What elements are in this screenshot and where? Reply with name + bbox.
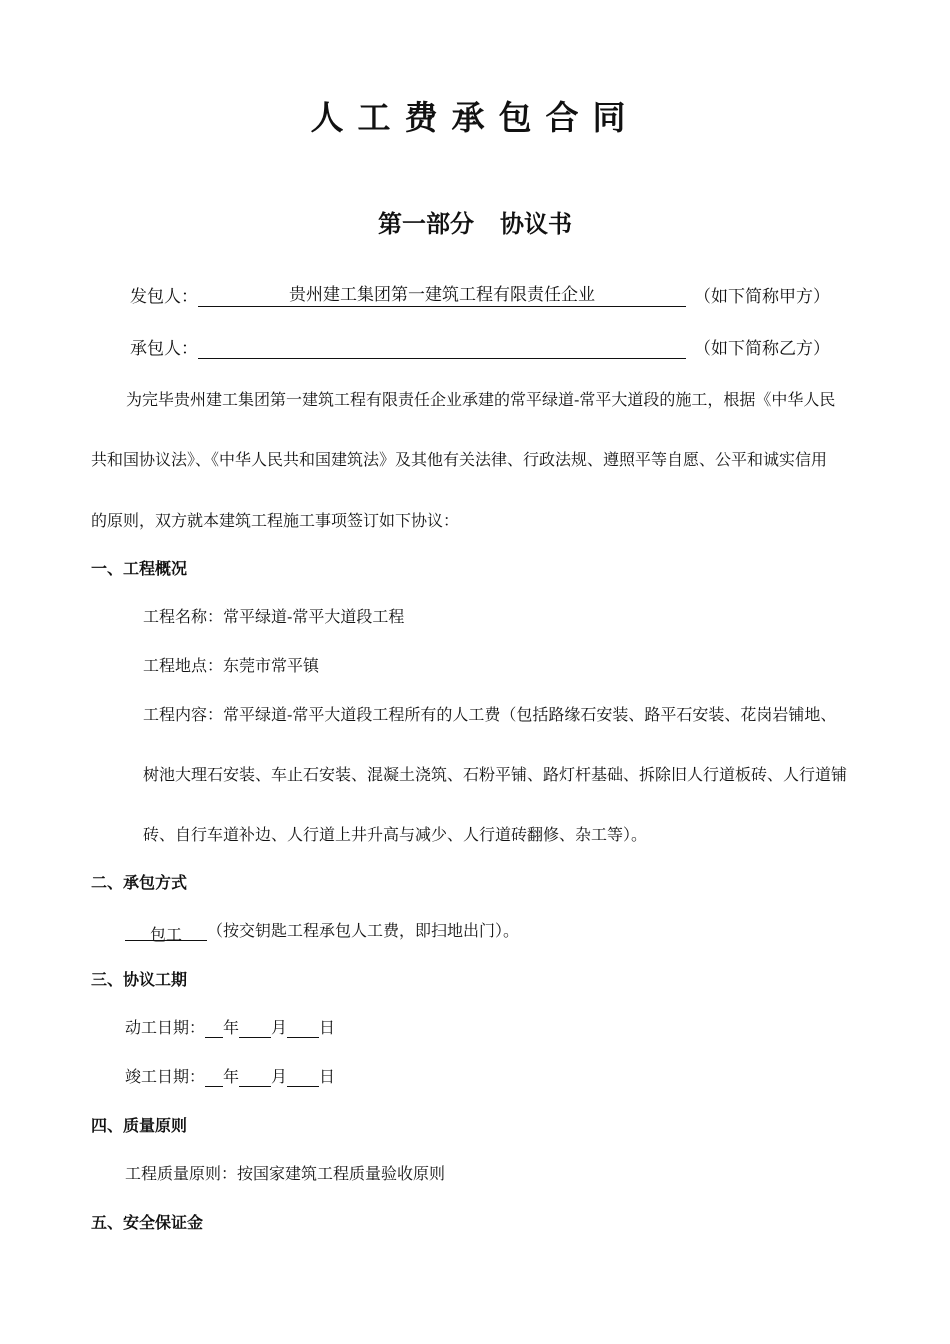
contract-mode-desc: （按交钥匙工程承包人工费，即扫地出门）。 bbox=[207, 921, 520, 940]
preamble-line-1: 为完毕贵州建工集团第一建筑工程有限责任企业承建的常平绿道-常平大道段的施工，根据《中华人民 bbox=[126, 390, 836, 409]
start-year-unit: 年 bbox=[223, 1018, 240, 1037]
party-b-note: （如下简称乙方） bbox=[694, 339, 830, 359]
project-content-line-3: 砖、自行车道补边、人行道上井升高与减少、人行道砖翻修、杂工等）。 bbox=[143, 825, 648, 844]
end-day-blank bbox=[287, 1068, 319, 1087]
end-date-label: 竣工日期： bbox=[125, 1067, 206, 1086]
start-date-label: 动工日期： bbox=[125, 1018, 206, 1037]
party-a-note: （如下简称甲方） bbox=[694, 287, 830, 307]
end-month-blank bbox=[239, 1068, 271, 1087]
part-number: 第一部分 bbox=[378, 210, 474, 238]
end-year-blank bbox=[205, 1068, 223, 1087]
quality-standard: 工程质量原则：按国家建筑工程质量验收原则 bbox=[125, 1164, 446, 1183]
start-day-blank bbox=[287, 1019, 319, 1038]
project-content-line-2: 树池大理石安装、车止石安装、混凝土浇筑、石粉平铺、路灯杆基础、拆除旧人行道板砖、人行道铺 bbox=[143, 765, 848, 784]
end-date-line bbox=[125, 1064, 335, 1087]
section-3-heading: 三、协议工期 bbox=[91, 970, 188, 989]
party-b-line bbox=[130, 334, 830, 359]
start-day-unit: 日 bbox=[319, 1018, 336, 1037]
end-month-unit: 月 bbox=[271, 1067, 288, 1086]
party-a-label: 发包人： bbox=[130, 287, 198, 307]
start-year-blank bbox=[205, 1019, 223, 1038]
party-b-value bbox=[198, 336, 686, 359]
party-b-label: 承包人： bbox=[130, 339, 198, 359]
preamble-line-2: 共和国协议法》、《中华人民共和国建筑法》及其他有关法律、行政法规、遵照平等自愿、公平和诚实信用 bbox=[91, 450, 828, 469]
section-5-heading: 五、安全保证金 bbox=[91, 1213, 204, 1232]
end-day-unit: 日 bbox=[319, 1067, 336, 1086]
project-content-line-1: 工程内容：常平绿道-常平大道段工程所有的人工费（包括路缘石安装、路平石安装、花岗岩铺地、 bbox=[143, 705, 837, 724]
party-a-value: 贵州建工集团第一建筑工程有限责任企业 bbox=[198, 284, 686, 307]
end-year-unit: 年 bbox=[223, 1067, 240, 1086]
project-location: 工程地点：东莞市常平镇 bbox=[143, 656, 320, 675]
section-4-heading: 四、质量原则 bbox=[91, 1116, 188, 1135]
project-name: 工程名称：常平绿道-常平大道段工程 bbox=[143, 607, 405, 626]
start-month-unit: 月 bbox=[271, 1018, 288, 1037]
part-name: 协议书 bbox=[500, 210, 572, 238]
section-1-heading: 一、工程概况 bbox=[91, 559, 188, 578]
part-title bbox=[0, 204, 950, 239]
party-a-line bbox=[130, 282, 830, 307]
document-title: 人工费承包合同 bbox=[310, 98, 640, 137]
start-month-blank bbox=[239, 1019, 271, 1038]
preamble-line-3: 的原则，双方就本建筑工程施工事项签订如下协议： bbox=[91, 511, 460, 530]
start-date-line bbox=[125, 1015, 335, 1038]
contract-mode-line bbox=[125, 918, 520, 944]
contract-mode: 包工 bbox=[125, 922, 207, 941]
section-2-heading: 二、承包方式 bbox=[91, 873, 188, 892]
